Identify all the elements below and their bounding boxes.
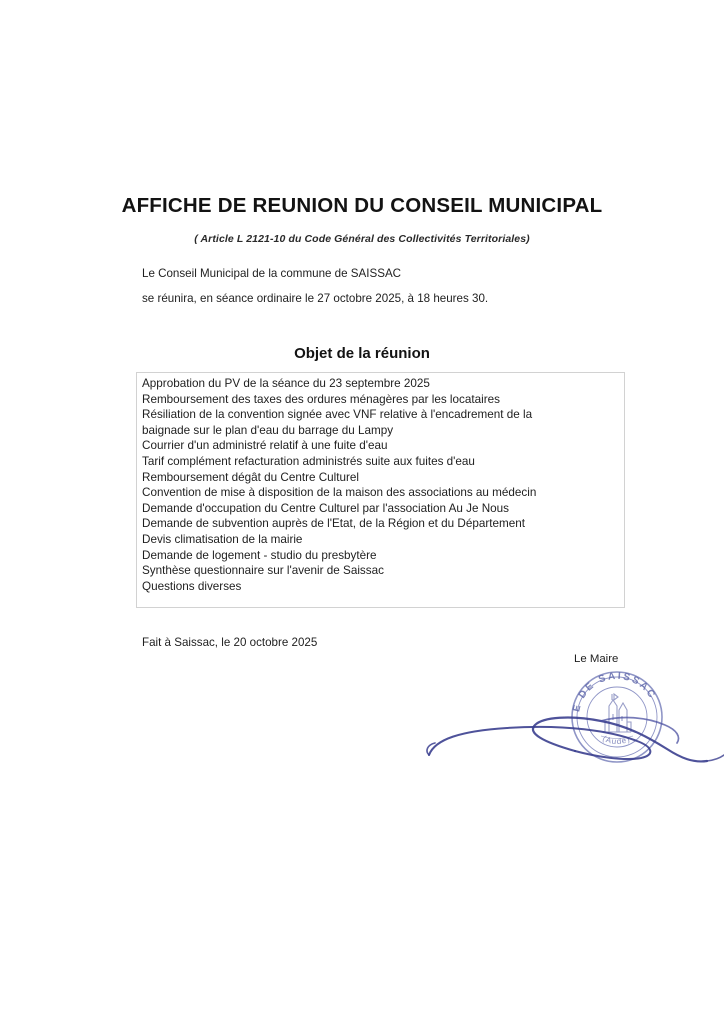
svg-text:(Aude): (Aude) xyxy=(601,733,632,747)
agenda-item: Devis climatisation de la mairie xyxy=(142,532,303,546)
page-title: AFFICHE DE REUNION DU CONSEIL MUNICIPAL xyxy=(121,194,603,217)
closing-place-date: Fait à Saissac, le 20 octobre 2025 xyxy=(142,636,318,649)
agenda-item: Demande d'occupation du Centre Culturel par l'association Au Je Nous xyxy=(142,501,509,515)
agenda-item: Questions diverses xyxy=(142,579,242,593)
section-heading-objet: Objet de la réunion xyxy=(294,345,430,362)
agenda-item: Résiliation de la convention signée avec VNF relative à l'encadrement de la xyxy=(142,408,533,422)
handwritten-signature xyxy=(415,665,724,790)
agenda-item: Demande de subvention auprès de l'Etat, de la Région et du Département xyxy=(142,517,525,531)
signer-title: Le Maire xyxy=(574,653,619,665)
agenda-item: Tarif complément refacturation administrés suite aux fuites d'eau xyxy=(142,454,475,468)
agenda-list xyxy=(142,376,642,594)
agenda-item: Remboursement dégât du Centre Culturel xyxy=(142,470,359,484)
intro-line-commune: Le Conseil Municipal de la commune de SAISSAC xyxy=(142,267,402,280)
agenda-item: baignade sur le plan d'eau du barrage du Lampy xyxy=(142,423,394,437)
intro-line-datetime: se réunira, en séance ordinaire le 27 octobre 2025, à 18 heures 30. xyxy=(142,292,489,305)
svg-text:E DE SAISSAC: E DE SAISSAC xyxy=(571,670,658,713)
agenda-item: Remboursement des taxes des ordures ménagères par les locataires xyxy=(142,392,500,406)
agenda-item: Convention de mise à disposition de la maison des associations au médecin xyxy=(142,486,537,500)
legal-reference-subtitle: ( Article L 2121-10 du Code Général des Collectivités Territoriales) xyxy=(194,233,530,245)
agenda-item: Approbation du PV de la séance du 23 septembre 2025 xyxy=(142,377,430,390)
agenda-item: Courrier d'un administré relatif à une fuite d'eau xyxy=(142,439,388,453)
signature-area xyxy=(415,665,724,790)
intro-paragraph xyxy=(142,261,612,311)
agenda-item: Synthèse questionnaire sur l'avenir de Saissac xyxy=(142,564,384,578)
agenda-item: Demande de logement - studio du presbytère xyxy=(142,548,377,562)
